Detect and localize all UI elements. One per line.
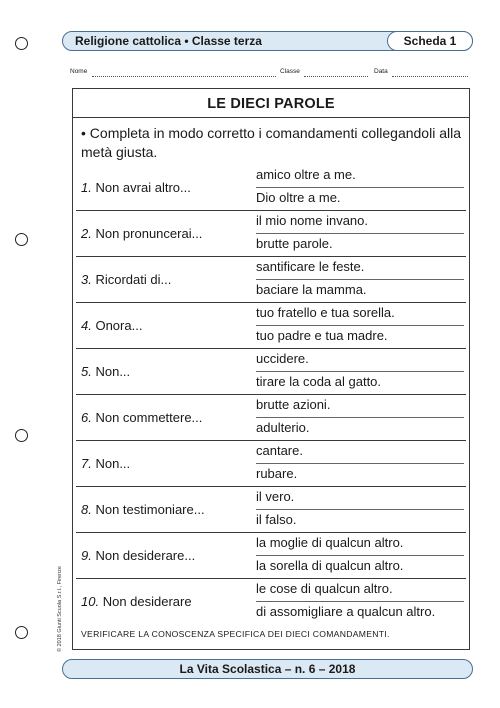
classe-label: Classe: [280, 68, 300, 75]
commandment-number: 7.: [81, 456, 92, 471]
commandment-text: Ricordati di...: [95, 272, 172, 287]
commandment-row: [73, 211, 469, 257]
ending-option[interactable]: tuo fratello e tua sorella.: [256, 305, 395, 320]
commandment-start[interactable]: [81, 364, 130, 379]
ending-option[interactable]: baciare la mamma.: [256, 282, 367, 297]
commandment-text: Non pronuncerai...: [95, 226, 203, 241]
commandment-text: Non...: [95, 364, 131, 379]
commandment-row: [73, 349, 469, 395]
commandment-start[interactable]: [81, 548, 195, 563]
binder-hole: [15, 429, 28, 442]
option-divider: [256, 279, 464, 280]
commandment-row: [73, 533, 469, 579]
commandment-start[interactable]: [81, 226, 202, 241]
student-info-line: [70, 68, 470, 80]
header-title: Religione cattolica • Classe terza: [75, 34, 262, 48]
instruction-text: • Completa in modo corretto i comandamenti collegandoli alla metà giusta.: [81, 125, 461, 160]
commandment-number: 3.: [81, 272, 92, 287]
ending-option[interactable]: amico oltre a me.: [256, 167, 356, 182]
ending-option[interactable]: il mio nome invano.: [256, 213, 368, 228]
ending-option[interactable]: uccidere.: [256, 351, 309, 366]
commandment-text: Non desiderare: [102, 594, 192, 609]
ending-option[interactable]: rubare.: [256, 466, 298, 481]
ending-option[interactable]: il vero.: [256, 489, 295, 504]
commandment-row: [73, 303, 469, 349]
commandment-number: 10.: [81, 594, 100, 609]
commandment-start[interactable]: [81, 272, 171, 287]
ending-option[interactable]: adulterio.: [256, 420, 310, 435]
option-divider: [256, 509, 464, 510]
option-divider: [256, 187, 464, 188]
ending-option[interactable]: brutte azioni.: [256, 397, 331, 412]
option-divider: [256, 233, 464, 234]
option-divider: [256, 417, 464, 418]
option-divider: [256, 325, 464, 326]
data-label: Data: [374, 68, 388, 75]
copyright-text: © 2018 Giunti Scuola S.r.l., Firenze: [57, 566, 63, 652]
option-divider: [256, 463, 464, 464]
commandment-row: [73, 165, 469, 211]
nome-label: Nome: [70, 68, 88, 75]
commandment-text: Non desiderare...: [95, 548, 196, 563]
teacher-note: VERIFICARE LA CONOSCENZA SPECIFICA DEI DIECI COMANDAMENTI.: [81, 629, 390, 639]
commandment-start[interactable]: [81, 456, 130, 471]
commandment-text: Non commettere...: [95, 410, 203, 425]
scheda-label: Scheda 1: [387, 31, 473, 51]
ending-option[interactable]: santificare le feste.: [256, 259, 365, 274]
binder-hole: [15, 626, 28, 639]
commandment-text: Onora...: [95, 318, 143, 333]
commandment-row: [73, 395, 469, 441]
title-divider: [73, 117, 469, 118]
commandment-row: [73, 257, 469, 303]
commandment-number: 4.: [81, 318, 92, 333]
commandment-text: Non avrai altro...: [95, 180, 191, 195]
ending-option[interactable]: di assomigliare a qualcun altro.: [256, 604, 436, 619]
commandment-number: 8.: [81, 502, 92, 517]
commandment-row: [73, 579, 469, 625]
nome-field[interactable]: [92, 76, 276, 77]
commandment-number: 1.: [81, 180, 92, 195]
commandment-row: [73, 487, 469, 533]
commandment-start[interactable]: [81, 318, 142, 333]
classe-field[interactable]: [304, 76, 368, 77]
ending-option[interactable]: brutte parole.: [256, 236, 333, 251]
worksheet-title: LE DIECI PAROLE: [207, 96, 335, 112]
commandment-row: [73, 441, 469, 487]
commandment-text: Non testimoniare...: [95, 502, 205, 517]
commandment-text: Non...: [95, 456, 131, 471]
option-divider: [256, 371, 464, 372]
binder-hole: [15, 233, 28, 246]
header-bar: [62, 31, 473, 51]
binder-hole: [15, 37, 28, 50]
ending-option[interactable]: la sorella di qualcun altro.: [256, 558, 404, 573]
ending-option[interactable]: il falso.: [256, 512, 297, 527]
worksheet-box: [72, 88, 470, 650]
commandment-number: 2.: [81, 226, 92, 241]
commandment-start[interactable]: [81, 594, 192, 609]
ending-option[interactable]: tuo padre e tua madre.: [256, 328, 388, 343]
option-divider: [256, 601, 464, 602]
ending-option[interactable]: tirare la coda al gatto.: [256, 374, 382, 389]
commandment-number: 6.: [81, 410, 92, 425]
data-field[interactable]: [392, 76, 468, 77]
commandment-number: 9.: [81, 548, 92, 563]
commandment-start[interactable]: [81, 502, 205, 517]
footer-text: La Vita Scolastica – n. 6 – 2018: [179, 662, 356, 676]
footer-bar: [62, 659, 473, 679]
commandment-start[interactable]: [81, 180, 191, 195]
ending-option[interactable]: Dio oltre a me.: [256, 190, 341, 205]
commandment-number: 5.: [81, 364, 92, 379]
option-divider: [256, 555, 464, 556]
commandment-start[interactable]: [81, 410, 202, 425]
ending-option[interactable]: la moglie di qualcun altro.: [256, 535, 404, 550]
ending-option[interactable]: le cose di qualcun altro.: [256, 581, 393, 596]
ending-option[interactable]: cantare.: [256, 443, 303, 458]
